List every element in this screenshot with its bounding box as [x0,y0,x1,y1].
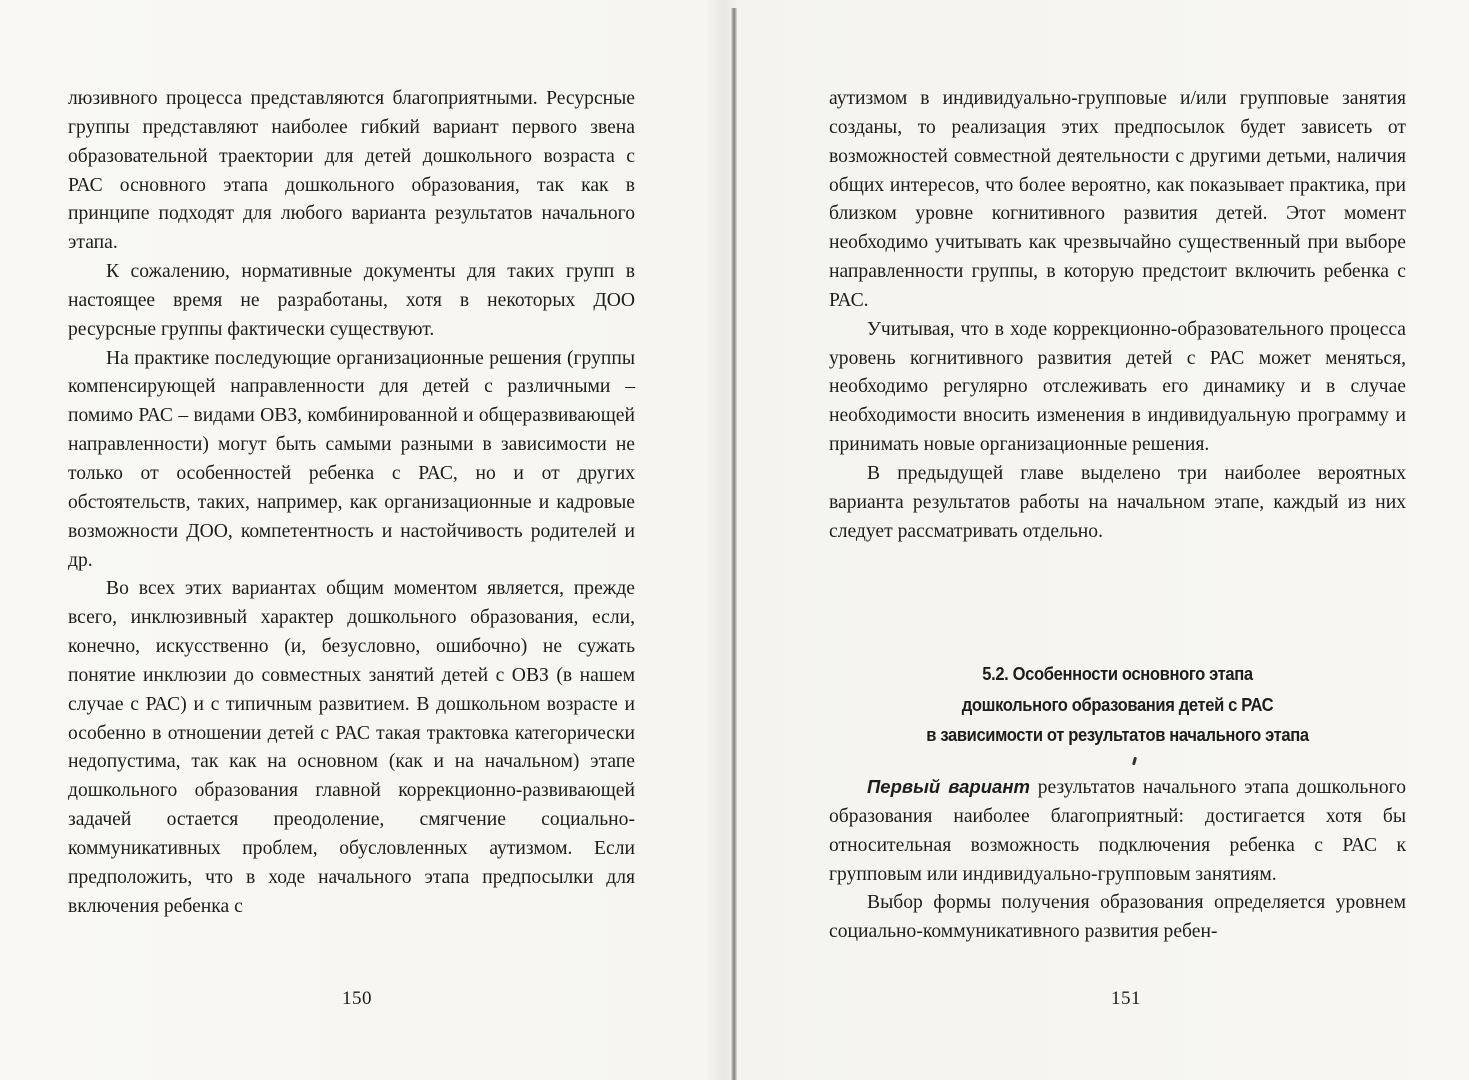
heading-line: 5.2. Особенности основного этапа [982,664,1253,684]
paragraph: аутизмом в индивидуально-групповые и/или групповые занятия созданы, то реализация этих предпосылок будет зависеть от возможностей совместной деятельности с другими детьми, наличия общих интересов, что более вероятно, как показывает практика, при близком уровне когнитивного развития детей. Этот момент необходимо учитывать как чрезвычайно существенный при выборе направленности группы, в которую предстоит включить ребенка с РАС. [829,88,1406,311]
right-page [737,0,1469,1080]
page-number: 151 [1111,988,1141,1009]
heading-line: в зависимости от результатов начального этапа [926,725,1309,745]
paragraph: Во всех этих вариантах общим моментом является, прежде всего, инклюзивный характер дошкольного образования, если, конечно, искусственно (и, безусловно, ошибочно) не сужать понятие инклюзии до совместных занятий детей с ОВЗ (в нашем случае с РАС) и с типичным развитием. В дошкольном возрасте и особенно в отношении детей с РАС такая трактовка категорически недопустима, так как на основном (как и на начальном) этапе дошкольного образования главной коррекционно-развивающей задачей остается преодоление, смягчение социально-коммуникативных проблем, обусловленных аутизмом. Если предположить, что в ходе начального этапа предпосылки для включения ребенка с [68,578,635,917]
right-page-text-after-heading [829,773,1406,947]
paragraph: На практике последующие организационные решения (группы компенсирующей направленности для детей с различными – помимо РАС – видами ОВЗ, комбинированной и общеразвивающей направленности) могут быть самыми разными в зависимости не только от особенностей ребенка с РАС, но и от других обстоятельств, таких, например, как организационные и кадровые возможности ДОО, компетентность и настойчивость родителей и др. [68,347,635,571]
paragraph: Выбор формы получения образования определяется уровнем социально-коммуникативного развития ребен- [829,892,1406,943]
right-page-text [829,85,1406,547]
heading-line: дошкольного образования детей с РАС [961,694,1274,715]
paragraph-text: результатов начального этапа дошкольного образования наиболее благоприятный: достигается хотя бы относительная возможность подключения ребенка с РАС к групповым или индивидуально-групповым занятиям. [829,777,1406,885]
paragraph [829,773,1406,889]
lead-phrase: Первый вариант [867,776,1030,797]
paragraph: К сожалению, нормативные документы для таких групп в настоящее время не разработаны, хотя в некоторых ДОО ресурсные группы фактически существуют. [68,261,635,340]
paragraph: Учитывая, что в ходе коррекционно-образовательного процесса уровень когнитивного развития детей с РАС может меняться, необходимо регулярно отслеживать его динамику и в случае необходимости вносить изменения в индивидуальную программу и принимать новые организационные решения. [829,318,1406,456]
paragraph: люзивного процесса представляются благоприятными. Ресурсные группы представляют наиболее гибкий вариант первого звена образовательной траектории для детей дошкольного возраста с РАС основного этапа дошкольного образования, так как в принципе подходят для любого варианта результатов начального этапа. [68,88,635,254]
left-page [0,0,731,1080]
print-speck [1132,757,1137,766]
left-page-text [68,85,635,921]
section-heading [852,659,1383,751]
paragraph: В предыдущей главе выделено три наиболее вероятных варианта результатов работы на начальном этапе, каждый из них следует рассматривать отдельно. [829,462,1406,542]
page-number: 150 [342,988,372,1009]
